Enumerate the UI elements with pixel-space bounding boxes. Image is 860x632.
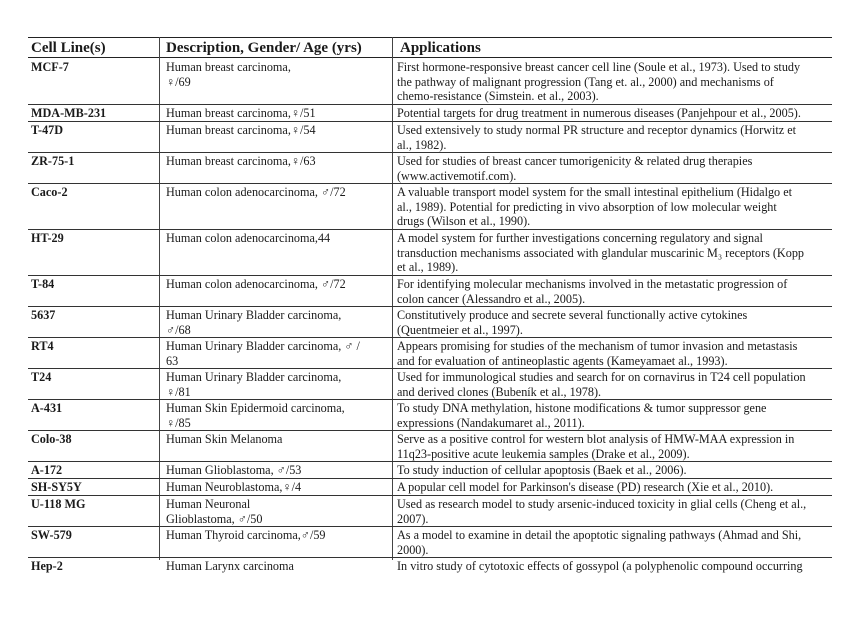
table-row — [0, 230, 860, 276]
cell-line-name: Hep-2 — [31, 559, 63, 573]
cell-applications: Used extensively to study normal PR structure and receptor dynamics (Horwitz et al., 1982). — [397, 123, 797, 152]
cell-line-name: U-118 MG — [31, 497, 86, 511]
cell-applications: A model system for further investigations concerning regulatory and signal transduction mechanisms associated with glandular muscarinic M₃ receptors (Kopp et al., 1989). — [397, 231, 805, 274]
table-row — [0, 558, 860, 575]
header-cell-line: Cell Line(s) — [31, 40, 106, 56]
cell-applications: Constitutively produce and secrete several functionally active cytokines (Quentmeier et al., 1997). — [397, 308, 748, 337]
cell-line-name: T-84 — [31, 277, 55, 291]
table-row — [0, 338, 860, 369]
cell-applications: A valuable transport model system for the small intestinal epithelium (Hidalgo et al., 1989). Potential for predicting in vivo absorption of low molecular weight drugs (Wilson et al., 1990). — [397, 185, 792, 228]
cell-line-name: Caco-2 — [31, 185, 68, 199]
header-applications: Applications — [400, 40, 481, 56]
table-row — [0, 122, 860, 153]
cell-line-name: MDA-MB-231 — [31, 106, 107, 120]
cell-line-name: ZR-75-1 — [31, 154, 75, 168]
table-row — [0, 496, 860, 527]
cell-line-name: MCF-7 — [31, 60, 69, 74]
cell-applications: For identifying molecular mechanisms involved in the metastatic progression of colon cancer (Alessandro et al., 2005). — [397, 277, 788, 306]
cell-description: Human colon adenocarcinoma, ♂/72 — [166, 185, 346, 199]
table-row — [0, 431, 860, 462]
cell-line-name: A-431 — [31, 401, 63, 415]
cell-line-name: T24 — [31, 370, 52, 384]
table-row — [0, 276, 860, 307]
cell-applications: To study DNA methylation, histone modifications & tumor suppressor gene expressions (Nandakumaret al., 2011). — [397, 401, 767, 430]
cell-line-name: RT4 — [31, 339, 54, 353]
table-row — [0, 184, 860, 230]
table-row — [0, 59, 860, 105]
cell-description: Human Urinary Bladder carcinoma, ♂ / 63 — [166, 339, 360, 368]
cell-line-name: T-47D — [31, 123, 64, 137]
cell-applications: Used as research model to study arsenic-induced toxicity in glial cells (Cheng et al., 2007). — [397, 497, 807, 526]
cell-description: Human breast carcinoma,♀/54 — [166, 123, 316, 137]
header-bottom-rule — [28, 57, 832, 58]
cell-description: Human colon adenocarcinoma,44 — [166, 231, 331, 245]
cell-applications: A popular cell model for Parkinson's disease (PD) research (Xie et al., 2010). — [397, 480, 774, 494]
cell-applications: Used for studies of breast cancer tumorigenicity & related drug therapies (www.activemotif.com). — [397, 154, 753, 183]
table-row — [0, 479, 860, 496]
table-row — [0, 105, 860, 122]
table-row — [0, 527, 860, 558]
cell-line-name: SW-579 — [31, 528, 72, 542]
cell-applications: To study induction of cellular apoptosis (Baek et al., 2006). — [397, 463, 687, 477]
cell-applications: Serve as a positive control for western blot analysis of HMW-MAA expression in 11q23-positive acute leukemia samples (Drake et al., 2009). — [397, 432, 795, 461]
cell-line-name: Colo-38 — [31, 432, 72, 446]
cell-description: Human Glioblastoma, ♂/53 — [166, 463, 302, 477]
cell-description: Human colon adenocarcinoma, ♂/72 — [166, 277, 346, 291]
table-top-rule — [28, 37, 832, 38]
table-row — [0, 369, 860, 400]
cell-description: Human breast carcinoma,♀/63 — [166, 154, 316, 168]
table-row — [0, 307, 860, 338]
cell-description: Human Neuronal Glioblastoma, ♂/50 — [166, 497, 263, 526]
cell-description: Human breast carcinoma,♀/51 — [166, 106, 316, 120]
table-row — [0, 153, 860, 184]
cell-applications: Appears promising for studies of the mechanism of tumor invasion and metastasis and for evaluation of antineoplastic agents (Kameyamaet al., 1993). — [397, 339, 798, 368]
table-row — [0, 462, 860, 479]
cell-description: Human Neuroblastoma,♀/4 — [166, 480, 302, 494]
cell-line-name: 5637 — [31, 308, 56, 322]
cell-applications: In vitro study of cytotoxic effects of gossypol (a polyphenolic compound occurring — [397, 559, 803, 573]
cell-line-name: SH-SY5Y — [31, 480, 82, 494]
cell-description: Human Skin Melanoma — [166, 432, 283, 446]
cell-line-name: A-172 — [31, 463, 63, 477]
cell-description: Human Urinary Bladder carcinoma, ♂/68 — [166, 308, 342, 337]
cell-description: Human Urinary Bladder carcinoma, ♀/81 — [166, 370, 342, 399]
cell-description: Human breast carcinoma, ♀/69 — [166, 60, 291, 89]
cell-description: Human Larynx carcinoma — [166, 559, 294, 573]
cell-applications: First hormone-responsive breast cancer cell line (Soule et al., 1973). Used to study the pathway of malignant progression (Tang et. al., 2000) and mechanisms of chemo-resistance (Simstein. et al., 2003). — [397, 60, 801, 103]
header-description: Description, Gender/ Age (yrs) — [166, 40, 362, 56]
table-row — [0, 400, 860, 431]
cell-description: Human Skin Epidermoid carcinoma, ♀/85 — [166, 401, 345, 430]
cell-line-name: HT-29 — [31, 231, 64, 245]
cell-applications: Potential targets for drug treatment in numerous diseases (Panjehpour et al., 2005). — [397, 106, 801, 120]
cell-applications: As a model to examine in detail the apoptotic signaling pathways (Ahmad and Shi, 2000). — [397, 528, 802, 557]
cell-description: Human Thyroid carcinoma,♂/59 — [166, 528, 326, 542]
cell-applications: Used for immunological studies and search for on cornavirus in T24 cell population and derived clones (Bubeník et al., 1978). — [397, 370, 806, 399]
